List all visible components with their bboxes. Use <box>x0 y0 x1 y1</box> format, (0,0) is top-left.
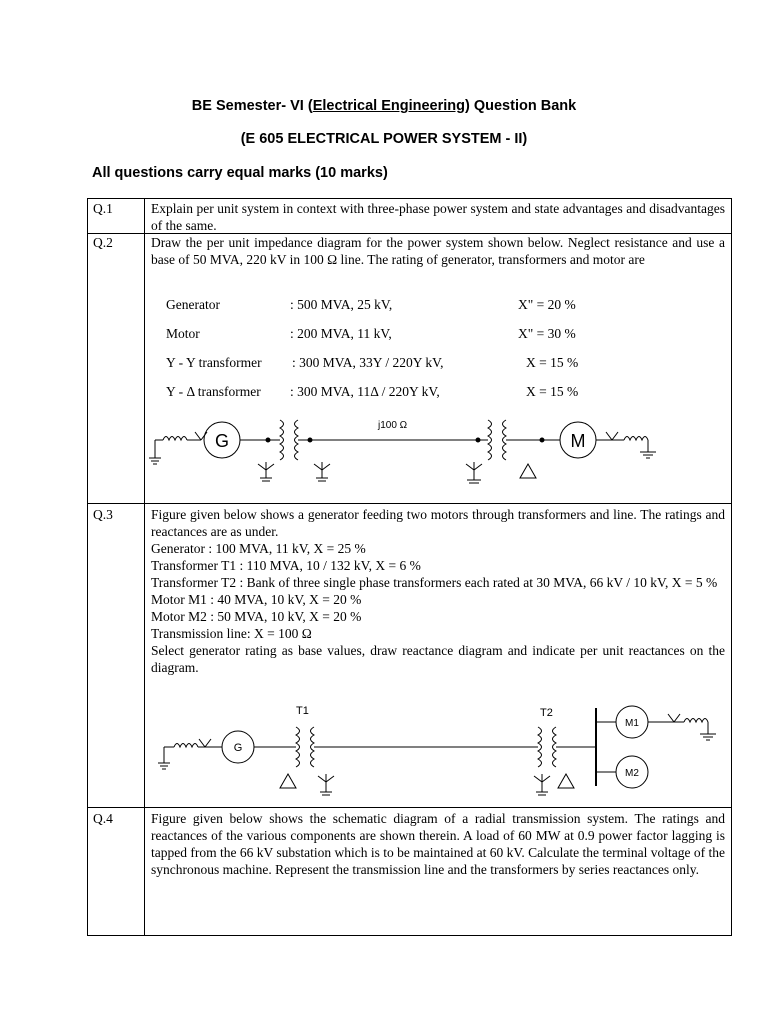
t2-label: T2 <box>540 707 553 719</box>
line-impedance-label: j100 Ω <box>378 420 408 431</box>
star-connection-icon <box>198 739 211 747</box>
rating-name: Y - Δ transformer <box>166 384 261 399</box>
generator-label: G <box>233 742 243 754</box>
ground-icon <box>700 734 716 740</box>
marks-note: All questions carry equal marks (10 marks) <box>92 165 388 181</box>
star-connection-icon <box>534 774 550 795</box>
title-underlined: Electrical Engineering <box>312 98 465 114</box>
question-text: Figure given below shows the schematic diagram of a radial transmission system. The ratings and reactances of the various components are shown therein. A load of 60 MW at 0.9 power factor lagging is tapped from the 66 kV substation which is to be maintained at 60 kV. Calculate the terminal voltage of the synchronous machine. Represent the transmission line and the transformers by series reactances only. <box>151 811 725 877</box>
question-number: Q.3 <box>93 507 113 522</box>
text-line: Select generator rating as base values, draw reactance diagram and indicate per unit reactances on the diagram. <box>151 643 725 675</box>
rating-value: : 300 MVA, 33Y / 220Y kV, <box>292 355 444 370</box>
reactance-value: X" = 30 % <box>518 326 576 341</box>
text-line: Motor M1 : 40 MVA, 10 kV, X = 20 % <box>151 592 362 607</box>
question-number: Q.1 <box>93 201 113 216</box>
motor-m2-label: M2 <box>625 768 639 779</box>
title-suffix: ) Question Bank <box>465 98 577 114</box>
text-line: Transmission line: X = 100 Ω <box>151 626 312 641</box>
motor-label: M <box>570 431 586 451</box>
reactance-value: X" = 20 % <box>518 297 576 312</box>
ground-icon <box>158 747 170 769</box>
delta-connection-icon <box>558 774 574 788</box>
t1-label: T1 <box>296 705 309 717</box>
star-connection-icon <box>318 774 334 795</box>
grounding-reactor-icon <box>174 744 198 748</box>
reactance-value: X = 15 % <box>526 355 579 370</box>
transformer-coil-icon <box>538 727 542 767</box>
rating-value: : 300 MVA, 11Δ / 220Y kV, <box>290 384 440 399</box>
text-line: Transformer T2 : Bank of three single phase transformers each rated at 30 MVA, 66 kV / 10 kV, X = 5 % <box>151 575 718 590</box>
text-line: Transformer T1 : 110 MVA, 10 / 132 kV, X = 6 % <box>151 558 421 573</box>
rating-value: : 200 MVA, 11 kV, <box>290 326 392 341</box>
question-text: Draw the per unit impedance diagram for the power system shown below. Neglect resistance and use a base of 50 MVA, 220 kV in 100 Ω line. The rating of generator, transformers and motor are <box>151 235 725 267</box>
delta-connection-icon <box>280 774 296 788</box>
reactance-value: X = 15 % <box>526 384 579 399</box>
text-line: Motor M2 : 50 MVA, 10 kV, X = 20 % <box>151 609 362 624</box>
question-number: Q.4 <box>93 811 113 826</box>
motor-m1-label: M1 <box>625 718 639 729</box>
title-prefix: BE Semester- VI ( <box>191 98 313 114</box>
course-subtitle: (E 605 ELECTRICAL POWER SYSTEM - II) <box>240 131 528 147</box>
star-connection-icon <box>668 714 680 722</box>
transformer-coil-icon <box>296 727 300 767</box>
rating-value: : 500 MVA, 25 kV, <box>290 297 393 312</box>
generator-label: G <box>214 431 230 451</box>
text-line: Figure given below shows a generator feeding two motors through transformers and line. The ratings and reactances are as under. <box>151 507 725 539</box>
question-text: Explain per unit system in context with three-phase power system and state advantages and disadvantages of the same. <box>151 201 725 233</box>
question-number: Q.2 <box>93 235 113 250</box>
rating-name: Generator <box>166 297 220 312</box>
rating-name: Motor <box>166 326 200 341</box>
text-line: Generator : 100 MVA, 11 kV, X = 25 % <box>151 541 366 556</box>
rating-name: Y - Y transformer <box>166 355 262 370</box>
